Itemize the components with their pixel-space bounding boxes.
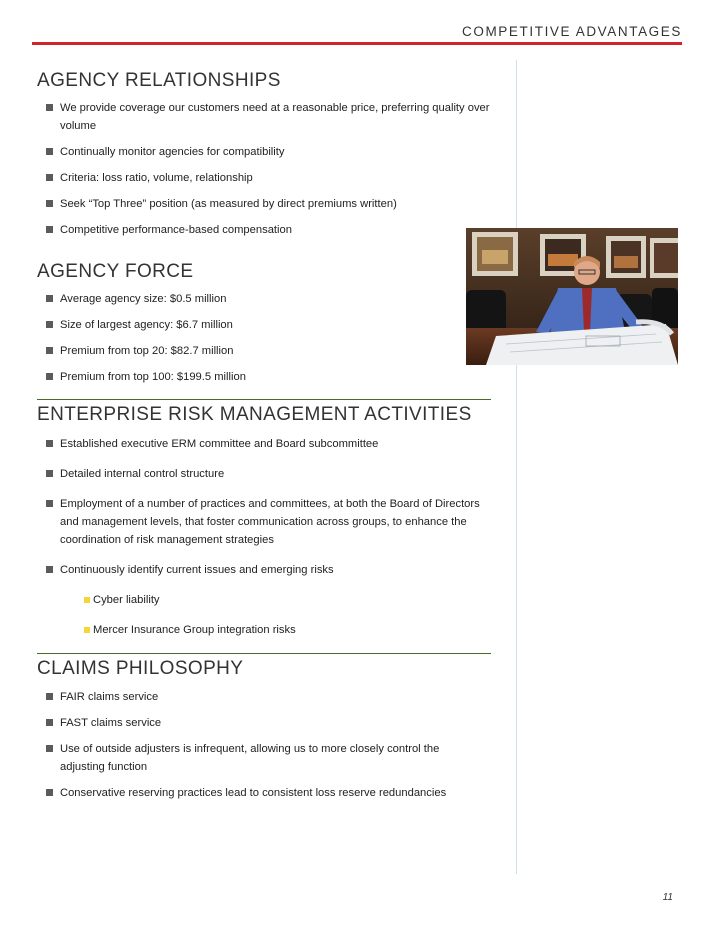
executive-photo (466, 228, 678, 365)
sub-list-item (37, 591, 492, 609)
list-item (37, 342, 492, 360)
list-item-text: FAIR claims service (60, 691, 159, 703)
bullet-square-icon (46, 440, 53, 447)
list-item-text: FAST claims service (60, 717, 162, 729)
list-item-text: Premium from top 20: $82.7 million (60, 345, 234, 357)
header-rule (32, 42, 682, 45)
bullet-list (37, 688, 492, 802)
bullet-square-icon (46, 174, 53, 181)
bullet-square-icon (46, 226, 53, 233)
bullet-list (37, 290, 492, 386)
bullet-square-icon (46, 295, 53, 302)
list-item (37, 99, 500, 135)
section-agency-relationships (37, 70, 492, 239)
list-item (37, 368, 492, 386)
list-item (37, 290, 492, 308)
list-item (37, 169, 492, 187)
section-title: CLAIMS PHILOSOPHY (37, 658, 244, 679)
bullet-square-icon (46, 693, 53, 700)
list-item (37, 714, 492, 732)
list-item (37, 435, 492, 453)
bullet-square-icon (46, 373, 53, 380)
section-divider (37, 653, 491, 654)
list-item-text: Continuously identify current issues and emerging risks (60, 564, 334, 576)
bullet-square-icon (46, 470, 53, 477)
list-item-text: Use of outside adjusters is infrequent, allowing us to more closely control the adjusting function (60, 743, 440, 773)
list-item-text: We provide coverage our customers need at a reasonable price, preferring quality over volume (60, 102, 490, 132)
bullet-square-icon (46, 321, 53, 328)
section-divider (37, 399, 491, 400)
section-claims (37, 658, 492, 802)
bullet-list (37, 435, 492, 579)
executive-photo-illustration (466, 228, 678, 365)
list-item (37, 688, 492, 706)
list-item-text: Detailed internal control structure (60, 468, 225, 480)
list-item-text: Competitive performance-based compensation (60, 224, 292, 236)
section-title: AGENCY FORCE (37, 261, 194, 282)
bullet-square-icon (46, 500, 53, 507)
section-erm (37, 404, 492, 639)
list-item-text: Criteria: loss ratio, volume, relationship (60, 172, 253, 184)
list-item-text: Employment of a number of practices and committees, at both the Board of Directors and management levels, that foster communication across groups, to enhance the coordination of risk management strategies (60, 498, 480, 546)
section-title: ENTERPRISE RISK MANAGEMENT ACTIVITIES (37, 404, 472, 425)
bullet-square-icon (46, 200, 53, 207)
sub-list-item (37, 621, 492, 639)
page-header-title: COMPETITIVE ADVANTAGES (462, 24, 682, 39)
sub-bullet-list (37, 591, 492, 639)
list-item-text: Premium from top 100: $199.5 million (60, 371, 246, 383)
sub-bullet-square-icon (84, 597, 90, 603)
list-item (37, 143, 492, 161)
list-item (37, 195, 492, 213)
list-item (37, 221, 492, 239)
column-divider (516, 60, 517, 874)
list-item-text: Conservative reserving practices lead to consistent loss reserve redundancies (60, 787, 447, 799)
list-item-text: Size of largest agency: $6.7 million (60, 319, 233, 331)
page-number: 11 (662, 892, 673, 903)
list-item-text: Continually monitor agencies for compatibility (60, 146, 285, 158)
bullet-square-icon (46, 347, 53, 354)
bullet-square-icon (46, 148, 53, 155)
bullet-square-icon (46, 745, 53, 752)
bullet-list (37, 99, 492, 239)
bullet-square-icon (46, 789, 53, 796)
list-item-text: Established executive ERM committee and Board subcommittee (60, 438, 379, 450)
list-item (37, 561, 492, 579)
list-item-text: Seek “Top Three” position (as measured by direct premiums written) (60, 198, 397, 210)
list-item-text: Average agency size: $0.5 million (60, 293, 227, 305)
bullet-square-icon (46, 104, 53, 111)
section-agency-force (37, 261, 492, 386)
sub-list-item-text: Cyber liability (93, 594, 160, 606)
sub-list-item-text: Mercer Insurance Group integration risks (93, 624, 296, 636)
sub-bullet-square-icon (84, 627, 90, 633)
bullet-square-icon (46, 719, 53, 726)
list-item (37, 740, 480, 776)
list-item (37, 316, 492, 334)
list-item (37, 495, 480, 549)
section-title: AGENCY RELATIONSHIPS (37, 70, 281, 91)
bullet-square-icon (46, 566, 53, 573)
list-item (37, 465, 492, 483)
list-item (37, 784, 492, 802)
